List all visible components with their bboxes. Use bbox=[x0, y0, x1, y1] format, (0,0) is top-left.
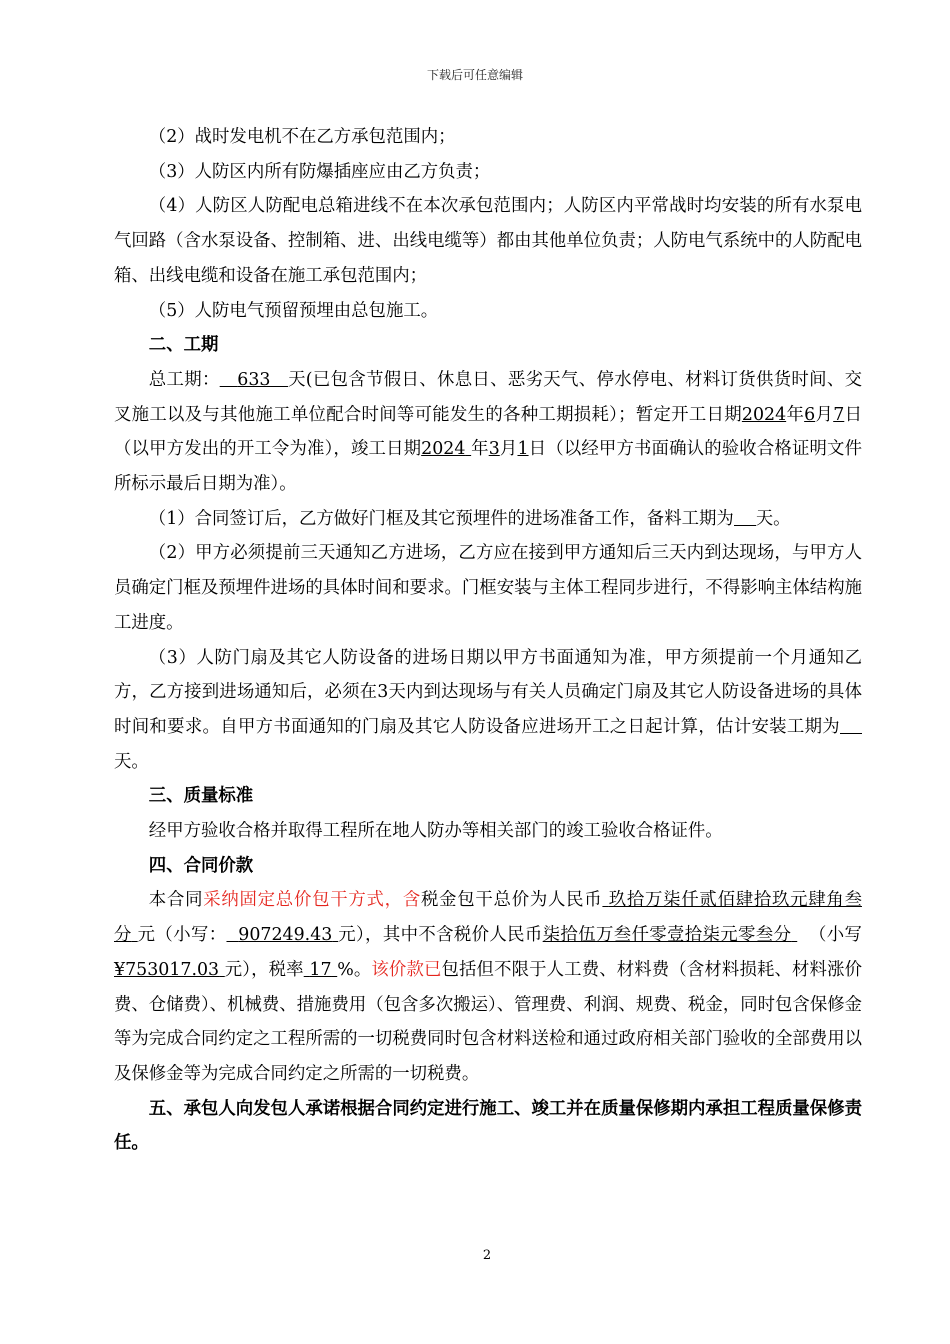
red-text: 采纳固定总价包干方式，含 bbox=[203, 890, 421, 911]
section-heading-warranty: 五、承包人向发包人承诺根据合同约定进行施工、竣工并在质量保修期内承担工程质量保修责任。 bbox=[114, 1098, 862, 1154]
page-header: 下载后可任意编辑 bbox=[426, 68, 523, 82]
page-number: 2 bbox=[482, 1248, 492, 1263]
net-amount-in-figures: ¥753017.03 bbox=[114, 959, 220, 980]
scope-item-2: （2）战时发电机不在乙方承包范围内； bbox=[148, 127, 456, 147]
section-heading-schedule: 二、工期 bbox=[148, 335, 219, 356]
net-amount-in-words: 柒拾伍万叁仟零壹拾柒元零叁分 bbox=[542, 925, 792, 946]
start-month: 6 bbox=[804, 404, 816, 425]
start-day: 7 bbox=[833, 404, 845, 425]
section-heading-price: 四、合同价款 bbox=[148, 855, 254, 876]
schedule-paragraph: 总工期： 633 天(已包含节假日、休息日、恶劣天气、停水停电、材料订货供货时间、交叉施工以及与其他施工单位配合时间等可能发生的各种工期损耗）；暂定开工日期2024年6月7日（以甲方发出的开工令为准），竣工日期2024 年3月1日（以经甲方书面确认的验收合格证明文件所标示最后日期为准）。 bbox=[114, 369, 862, 495]
amount-in-figures: 907249.43 bbox=[238, 925, 333, 946]
blank-field bbox=[840, 716, 862, 734]
total-days: 633 bbox=[237, 369, 271, 390]
tax-rate: 17 bbox=[309, 959, 332, 980]
price-paragraph: 本合同采纳固定总价包干方式，含税金包干总价为人民币 玖拾万柒仟贰佰肆拾玖元肆角叁分 元（小写： 907249.43 元），其中不含税价人民币柒拾伍万叁仟零壹拾柒元零叁分 （小写¥753017.03 元），税率 17 %。该价款已包括但不限于人工费、材料费（含材料损耗、材料涨价费、仓储费）、机械费、措施费用（包含多次搬运）、管理费、利润、规费、税金，同时包含保修金等为完成合同约定之工程所需的一切税费同时包含材料送检和通过政府相关部门验收的全部费用以及保修金等为完成合同约定之所需的一切税费。 bbox=[114, 890, 862, 1084]
schedule-item-3: （3）人防门扇及其它人防设备的进场日期以甲方书面通知为准，甲方须提前一个月通知乙方，乙方接到进场通知后，必须在3天内到达现场与有关人员确定门扇及其它人防设备进场的具体时间和要求。自甲方书面通知的门扇及其它人防设备应进场开工之日起计算，估计安装工期为天。 bbox=[114, 647, 862, 772]
blank-field bbox=[734, 507, 756, 525]
amount-in-words: 玖拾万柒仟贰佰肆拾玖元肆角叁分 bbox=[114, 890, 862, 946]
end-month: 3 bbox=[488, 439, 500, 460]
scope-item-4: （4）人防区人防配电总箱进线不在本次承包范围内；人防区内平常战时均安装的所有水泵电气回路（含水泵设备、控制箱、进、出线电缆等）都由其他单位负责；人防电气系统中的人防配电箱、出线电缆和设备在施工承包范围内； bbox=[114, 196, 862, 286]
document-body bbox=[114, 120, 862, 1161]
quality-paragraph: 经甲方验收合格并取得工程所在地人防办等相关部门的竣工验收合格证件。 bbox=[148, 821, 723, 842]
section-heading-quality: 三、质量标准 bbox=[148, 786, 254, 807]
schedule-item-1: （1）合同签订后，乙方做好门框及其它预埋件的进场准备工作，备料工期为 天。 bbox=[148, 508, 791, 529]
end-day: 1 bbox=[517, 439, 529, 460]
scope-item-5: （5）人防电气预留预埋由总包施工。 bbox=[148, 300, 439, 321]
scope-item-3: （3）人防区内所有防爆插座应由乙方负责； bbox=[148, 161, 491, 182]
start-year: 2024 bbox=[741, 404, 787, 425]
red-text: 该价款已 bbox=[371, 959, 442, 980]
end-year: 2024 bbox=[421, 439, 466, 460]
schedule-item-2: （2）甲方必须提前三天通知乙方进场，乙方应在接到甲方通知后三天内到达现场，与甲方人员确定门框及预埋件进场的具体时间和要求。门框安装与主体工程同步进行，不得影响主体结构施工进度。 bbox=[114, 543, 862, 633]
